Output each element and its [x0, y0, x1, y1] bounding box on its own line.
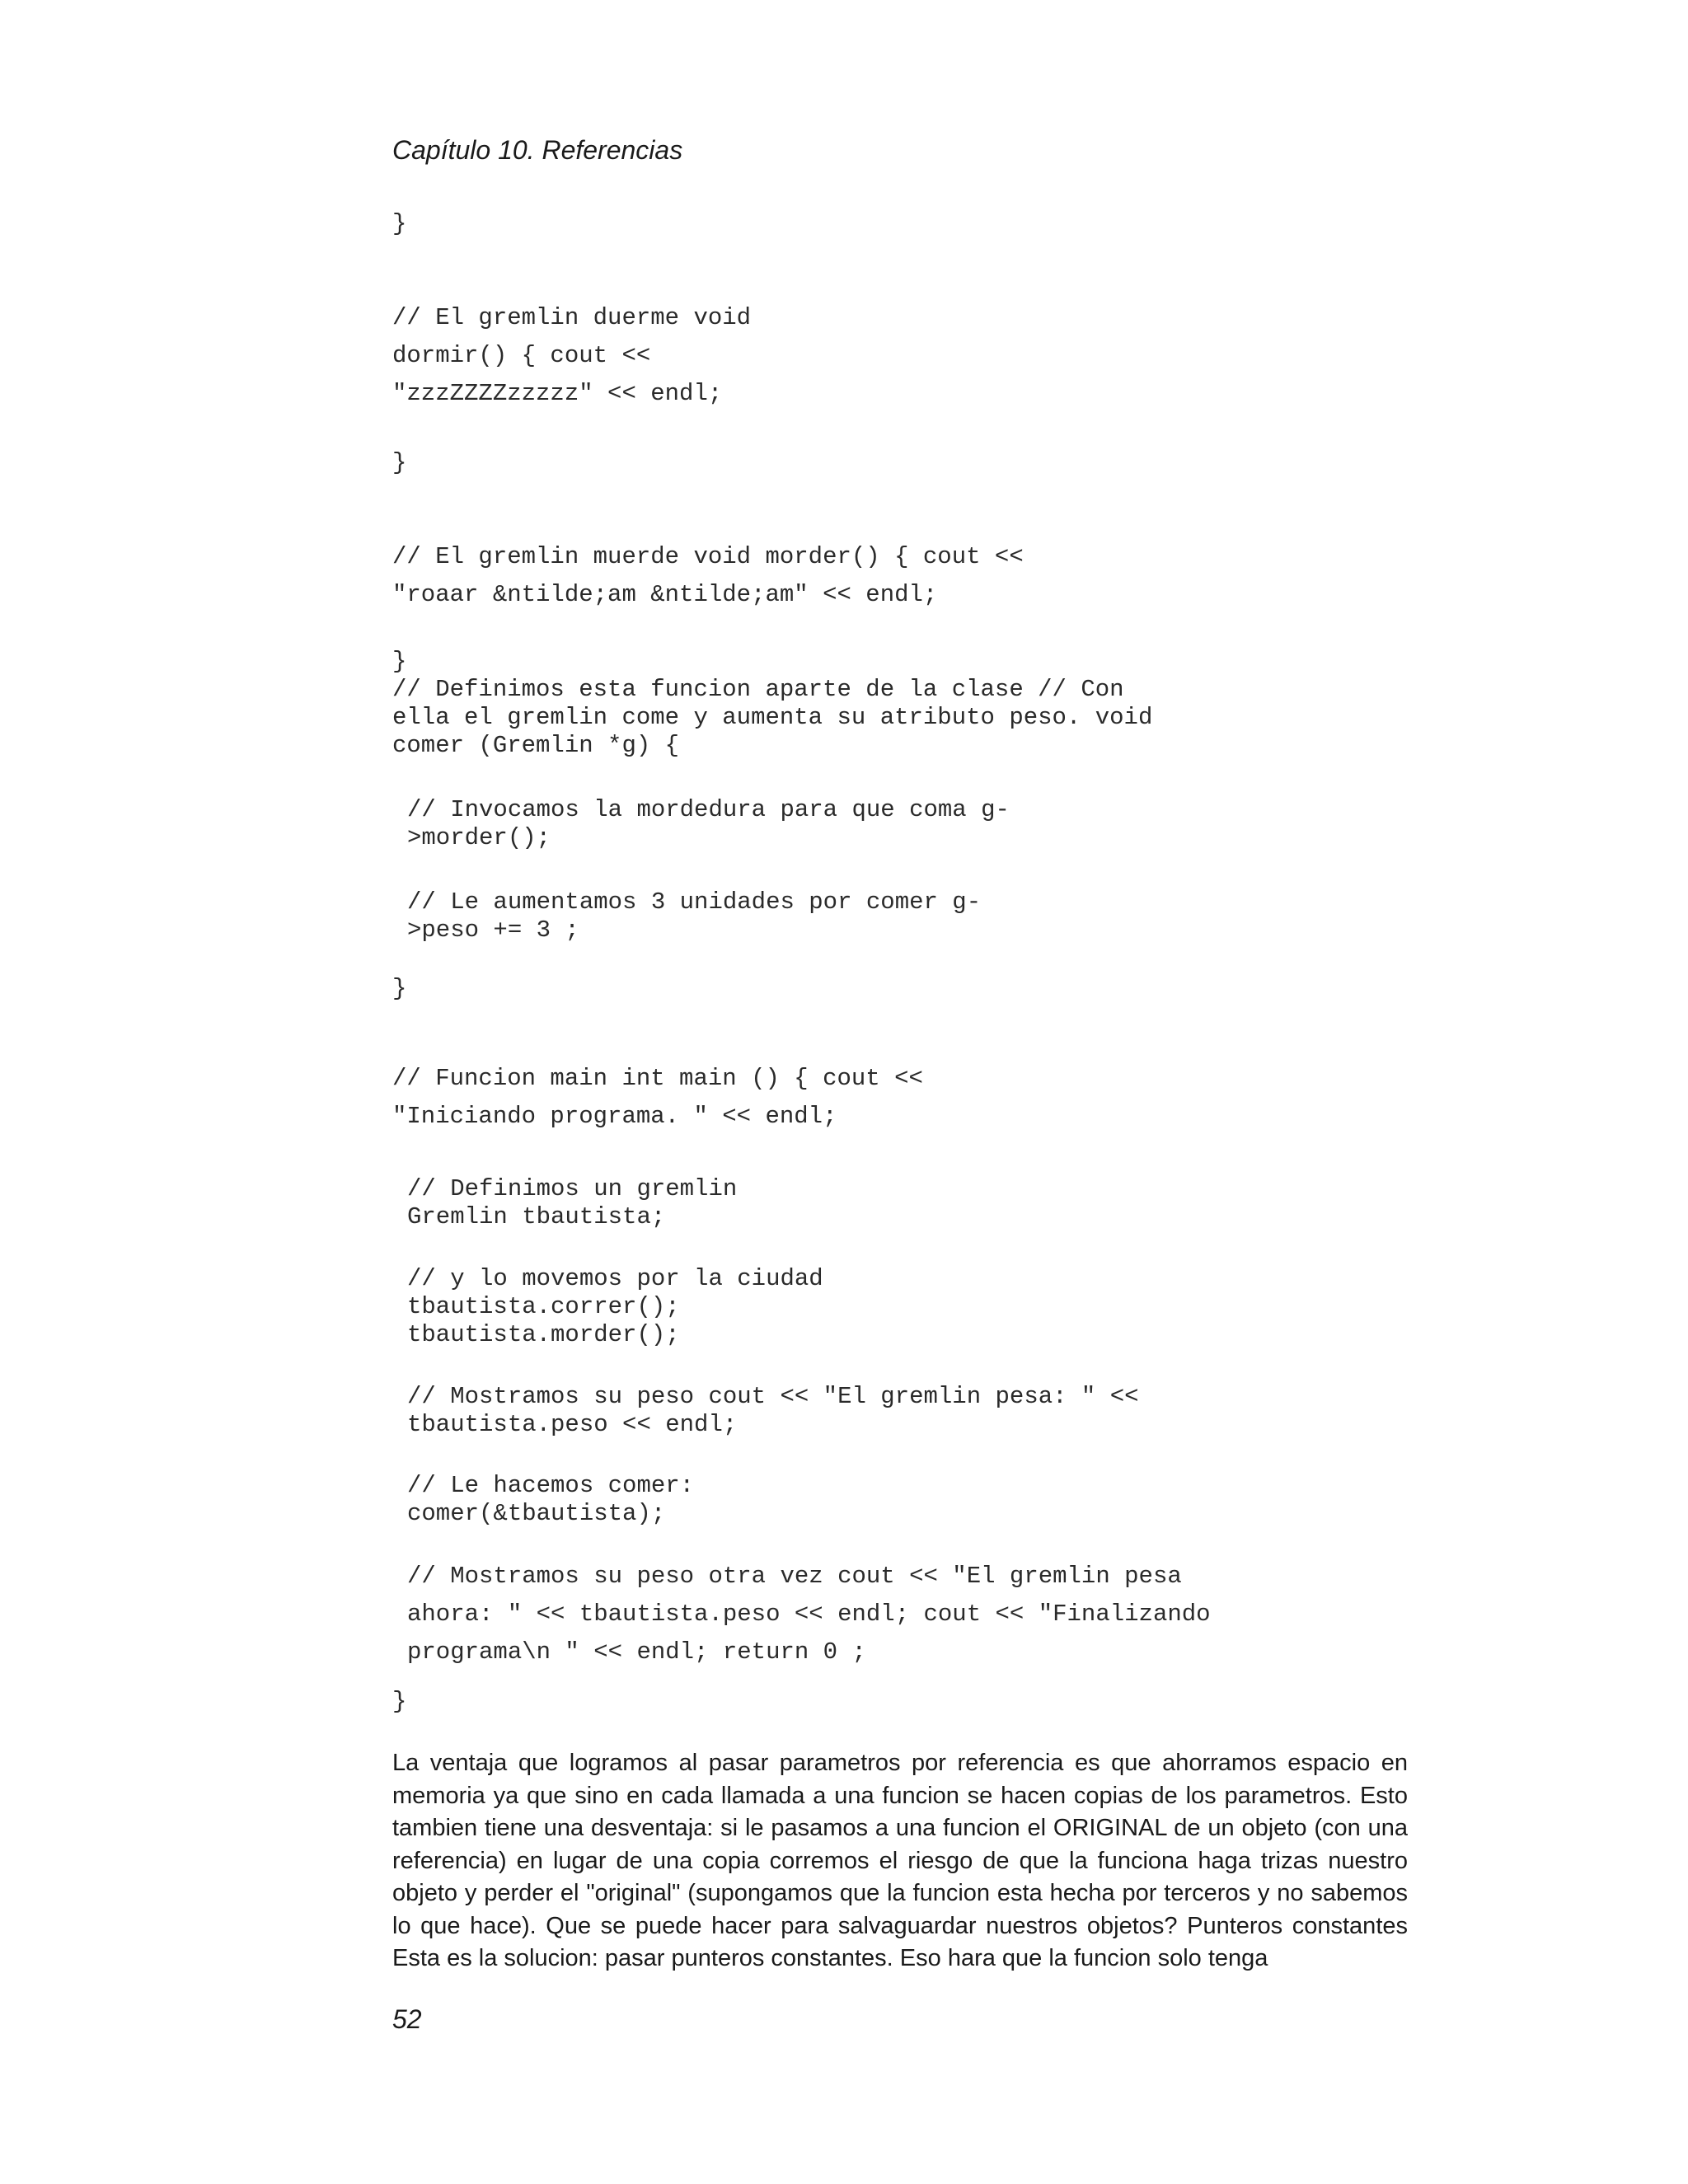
code-line: dormir() { cout <<	[392, 342, 651, 369]
code-line: // Mostramos su peso cout << "El gremlin pesa: " <<	[407, 1383, 1139, 1410]
code-block-main-body-4	[407, 1472, 694, 1528]
code-block-comer-header	[392, 648, 1152, 760]
code-line: ella el gremlin come y aumenta su atributo peso. void	[392, 704, 1153, 731]
code-line: // y lo movemos por la ciudad	[407, 1265, 823, 1292]
body-paragraph: La ventaja que logramos al pasar parametros por referencia es que ahorramos espacio en memoria ya que sino en cada llamada a una funcion se hacen copias de los parametros. Esto tambien tiene una desventaja: si le pasamos a una funcion el ORIGINAL de un objeto (con una referencia) en lugar de una copia corremos el riesgo de que la funciona haga trizas nuestro objeto y perder el "original" (supongamos que la funcion esta hecha por terceros y no sabemos lo que hace). Que se puede hacer para salvaguardar nuestros objetos? Punteros constantes Esta es la solucion: pasar punteros constantes. Eso hara que la funcion solo tenga	[392, 1750, 1408, 1971]
code-block-main-body-5	[407, 1558, 1211, 1671]
code-line: // Funcion main int main () { cout <<	[392, 1065, 923, 1092]
code-block-comer-body-2	[407, 888, 981, 944]
code-line: Gremlin tbautista;	[407, 1203, 666, 1230]
code-line: "roaar &ntilde;am &ntilde;am" << endl;	[392, 581, 938, 608]
code-block-main-body-1	[407, 1175, 737, 1231]
code-closing-brace: }	[392, 210, 407, 237]
code-line: // Definimos esta funcion aparte de la clase // Con	[392, 676, 1124, 703]
code-line: tbautista.peso << endl;	[407, 1411, 738, 1438]
code-line: }	[392, 648, 407, 675]
code-closing-brace: }	[392, 975, 407, 1002]
code-line: tbautista.morder();	[407, 1321, 680, 1348]
code-block-dormir	[392, 299, 751, 413]
code-line: // Le aumentamos 3 unidades por comer g-	[407, 888, 982, 916]
code-line: >peso += 3 ;	[407, 916, 579, 944]
code-line: // Mostramos su peso otra vez cout << "El gremlin pesa	[407, 1563, 1182, 1590]
code-line: tbautista.correr();	[407, 1293, 680, 1320]
code-line: ahora: " << tbautista.peso << endl; cout << "Finalizando	[407, 1601, 1211, 1628]
code-line: "zzzZZZZzzzzz" << endl;	[392, 380, 723, 407]
code-line: // El gremlin duerme void	[392, 304, 752, 331]
code-line: comer (Gremlin *g) {	[392, 732, 680, 759]
code-block-comer-body-1	[407, 796, 1010, 852]
code-line: comer(&tbautista);	[407, 1500, 666, 1527]
code-block-morder	[392, 538, 1024, 614]
code-line: >morder();	[407, 824, 551, 851]
code-block-main-body-2	[407, 1265, 823, 1349]
code-line: // El gremlin muerde void morder() { cout <<	[392, 543, 1024, 570]
body-paragraph-container	[392, 1747, 1408, 1975]
code-line: // Definimos un gremlin	[407, 1175, 738, 1202]
chapter-header: Capítulo 10. Referencias	[392, 135, 683, 165]
code-line: // Invocamos la mordedura para que coma g-	[407, 796, 1010, 823]
page-number: 52	[392, 2004, 422, 2034]
code-line: "Iniciando programa. " << endl;	[392, 1103, 837, 1130]
code-block-main-body-3	[407, 1383, 1139, 1439]
code-closing-brace: }	[392, 449, 407, 476]
code-line: // Le hacemos comer:	[407, 1472, 695, 1499]
code-line: programa\n " << endl; return 0 ;	[407, 1638, 866, 1666]
code-closing-brace: }	[392, 1688, 407, 1715]
code-block-main	[392, 1060, 923, 1136]
